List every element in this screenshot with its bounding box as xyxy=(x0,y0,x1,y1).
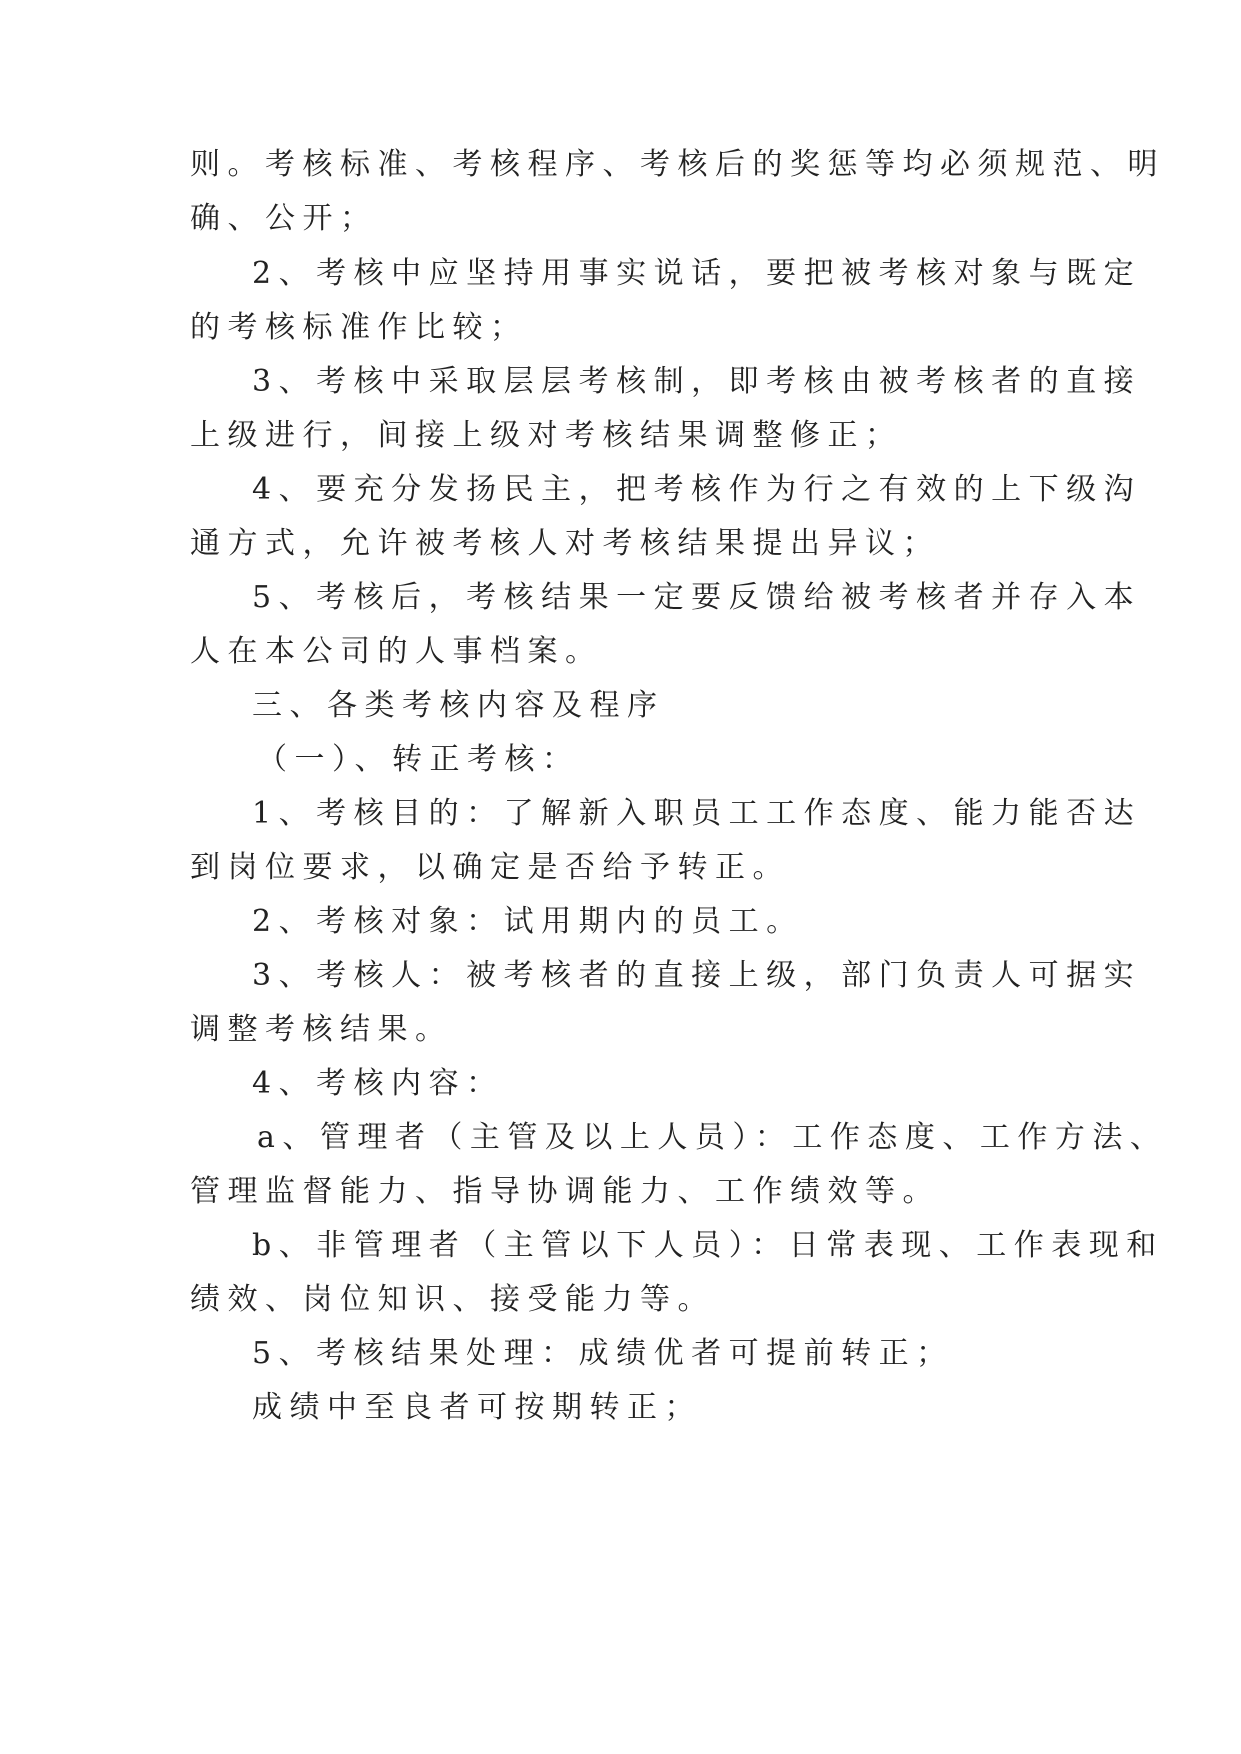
text-line: 上级进行，间接上级对考核结果调整修正； xyxy=(190,418,903,453)
text-line: 4、考核内容： xyxy=(252,1066,504,1101)
text-line: 5、考核后，考核结果一定要反馈给被考核者并存入本 xyxy=(252,580,1142,615)
text-line: 的考核标准作比较； xyxy=(190,310,528,345)
text-line: 3、考核人：被考核者的直接上级，部门负责人可据实 xyxy=(252,958,1142,993)
text-line: 确、公开； xyxy=(190,201,378,236)
text-line: 4、要充分发扬民主，把考核作为行之有效的上下级沟 xyxy=(252,472,1142,507)
text-line: 绩效、岗位知识、接受能力等。 xyxy=(190,1282,715,1317)
text-line: 管理监督能力、指导协调能力、工作绩效等。 xyxy=(190,1174,940,1209)
section-heading: 三、各类考核内容及程序 xyxy=(252,688,665,723)
subsection-heading: （一）、转正考核： xyxy=(257,742,580,777)
text-line: 2、考核对象：试用期内的员工。 xyxy=(252,904,804,939)
text-line: 则。考核标准、考核程序、考核后的奖惩等均必须规范、明 xyxy=(190,147,1165,182)
text-line: 1、考核目的：了解新入职员工工作态度、能力能否达 xyxy=(252,796,1142,831)
text-line: 5、考核结果处理：成绩优者可提前转正； xyxy=(252,1336,954,1371)
text-line: 2、考核中应坚持用事实说话，要把被考核对象与既定 xyxy=(252,256,1142,291)
text-line: b、非管理者（主管以下人员）：日常表现、工作表现和 xyxy=(252,1228,1164,1263)
text-line: 3、考核中采取层层考核制，即考核由被考核者的直接 xyxy=(252,364,1142,399)
text-line: 到岗位要求，以确定是否给予转正。 xyxy=(190,850,790,885)
text-line: 人在本公司的人事档案。 xyxy=(190,634,603,669)
text-line: 成绩中至良者可按期转正； xyxy=(252,1390,702,1425)
text-line: 通方式，允许被考核人对考核结果提出异议； xyxy=(190,526,940,561)
text-line: a、管理者（主管及以上人员）：工作态度、工作方法、 xyxy=(257,1120,1168,1155)
text-line: 调整考核结果。 xyxy=(190,1012,453,1047)
